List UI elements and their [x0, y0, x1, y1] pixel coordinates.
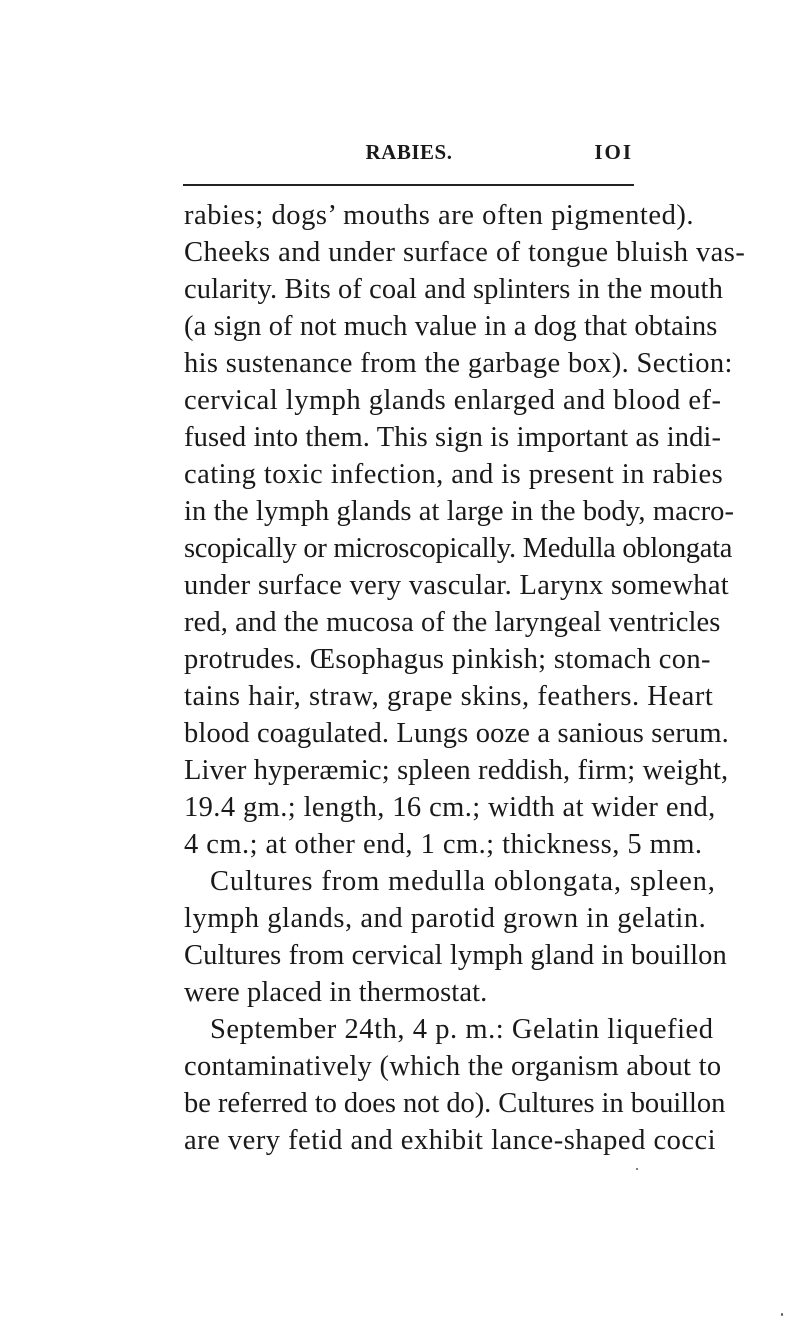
- running-title: RABIES.: [365, 140, 453, 164]
- page-number: IOI: [594, 140, 633, 164]
- text-line: scopically or microscopically. Medulla oblongata: [184, 533, 733, 564]
- text-line: be referred to does not do). Cultures in bouillon: [184, 1088, 726, 1119]
- text-line: cating toxic infection, and is present in rabies: [184, 459, 724, 490]
- text-line: red, and the mucosa of the laryngeal ventricles: [184, 607, 721, 638]
- running-head: [185, 140, 633, 170]
- text-line: cervical lymph glands enlarged and blood ef-: [184, 385, 722, 416]
- text-line: under surface very vascular. Larynx somewhat: [184, 570, 729, 601]
- text-line: rabies; dogs’ mouths are often pigmented).: [184, 200, 695, 231]
- text-line: lymph glands, and parotid grown in gelatin.: [184, 903, 707, 934]
- text-line: 19.4 gm.; length, 16 cm.; width at wider end,: [184, 792, 716, 823]
- text-line: September 24th, 4 p. m.: Gelatin liquefied: [210, 1014, 714, 1045]
- text-line: protrudes. Œsophagus pinkish; stomach con-: [184, 644, 711, 675]
- text-line: were placed in thermostat.: [184, 977, 488, 1008]
- text-line: his sustenance from the garbage box). Section:: [184, 348, 733, 379]
- text-line: cularity. Bits of coal and splinters in the mouth: [184, 274, 723, 305]
- paper-speck: [636, 1168, 638, 1170]
- text-line: blood coagulated. Lungs ooze a sanious serum.: [184, 718, 729, 749]
- text-line: tains hair, straw, grape skins, feathers. Heart: [184, 681, 714, 712]
- header-rule: [183, 184, 634, 186]
- text-line: 4 cm.; at other end, 1 cm.; thickness, 5 mm.: [184, 829, 703, 860]
- text-line: in the lymph glands at large in the body, macro-: [184, 496, 735, 527]
- text-line: contaminatively (which the organism about to: [184, 1051, 722, 1082]
- text-line: are very fetid and exhibit lance-shaped cocci: [184, 1125, 717, 1156]
- paper-speck: [781, 1313, 783, 1316]
- text-line: Cultures from medulla oblongata, spleen,: [210, 866, 716, 897]
- text-line: Cultures from cervical lymph gland in bouillon: [184, 940, 727, 971]
- text-line: fused into them. This sign is important as indi-: [184, 422, 722, 453]
- text-line: (a sign of not much value in a dog that obtains: [184, 311, 718, 342]
- text-line: Cheeks and under surface of tongue bluish vas-: [184, 237, 746, 268]
- text-line: Liver hyperæmic; spleen reddish, firm; weight,: [184, 755, 729, 786]
